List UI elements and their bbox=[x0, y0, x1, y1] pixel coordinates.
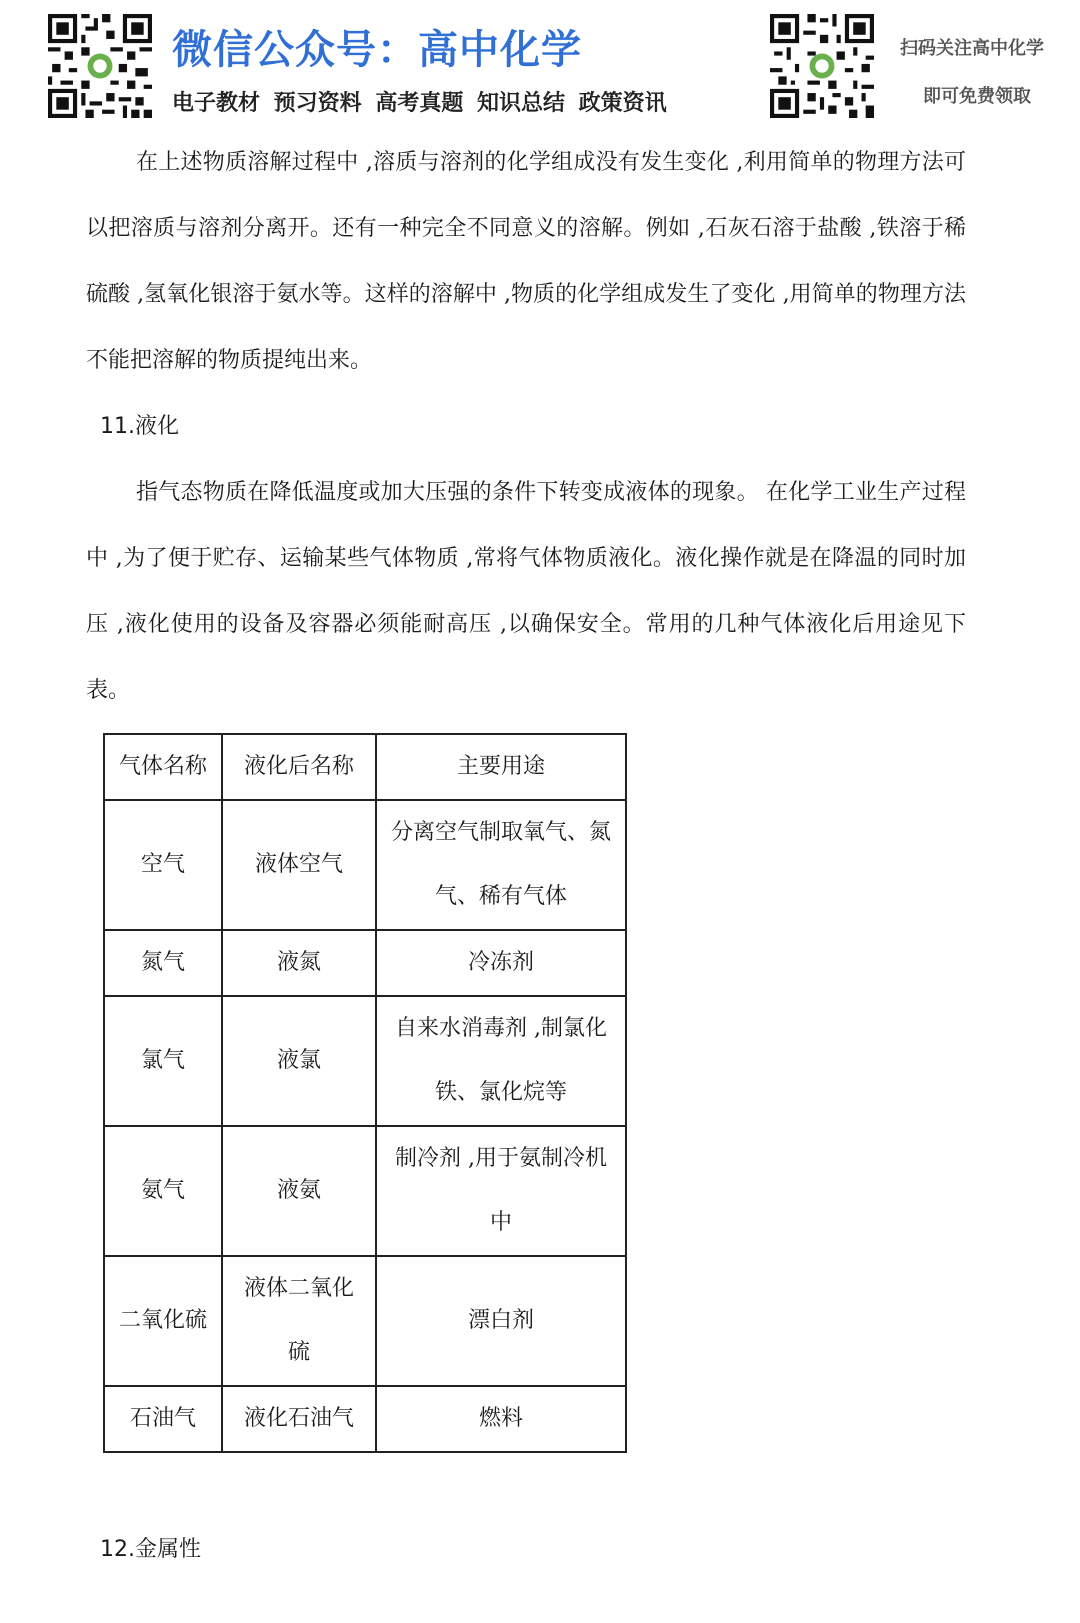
table-cell: 冷冻剂 bbox=[376, 930, 626, 996]
table-cell: 分离空气制取氧气、氮气、稀有气体 bbox=[376, 800, 626, 930]
table-header-row bbox=[104, 734, 626, 800]
table-cell: 漂白剂 bbox=[376, 1256, 626, 1386]
paragraph-liquefaction: 指气态物质在降低温度或加大压强的条件下转变成液体的现象。 在化学工业生产过程中 ,为了便于贮存、运输某些气体物质 ,常将气体物质液化。液化操作就是在降温的同时加压 ,液化使用的设备及容器必须能耐高压 ,以确保安全。常用的几种气体液化后用途见下表。 bbox=[86, 480, 966, 703]
qr-code-icon bbox=[48, 14, 152, 118]
scan-hint: 扫码关注高中化学 bbox=[900, 38, 1044, 59]
header-subtitle: 电子教材 预习资料 高考真题 知识总结 政策资讯 bbox=[172, 91, 667, 116]
document-body bbox=[86, 130, 966, 724]
table-cell: 液氨 bbox=[222, 1126, 376, 1256]
table-cell: 氨气 bbox=[104, 1126, 222, 1256]
section-heading-12: 12.金属性 bbox=[100, 1537, 201, 1562]
table-cell: 液体二氧化硫 bbox=[222, 1256, 376, 1386]
qr-code-icon bbox=[770, 14, 874, 118]
table-row bbox=[104, 996, 626, 1126]
table-cell: 液化石油气 bbox=[222, 1386, 376, 1452]
page-header bbox=[0, 0, 1080, 130]
table-cell: 制冷剂 ,用于氨制冷机中 bbox=[376, 1126, 626, 1256]
paragraph-dissolution: 在上述物质溶解过程中 ,溶质与溶剂的化学组成没有发生变化 ,利用简单的物理方法可以把溶质与溶剂分离开。还有一种完全不同意义的溶解。例如 ,石灰石溶于盐酸 ,铁溶于稀硫酸 ,氢氧化银溶于氨水等。这样的溶解中 ,物质的化学组成发生了变化 ,用简单的物理方法不能把溶解的物质提纯出来。 bbox=[86, 150, 966, 373]
table-row bbox=[104, 1256, 626, 1386]
table-cell: 氮气 bbox=[104, 930, 222, 996]
table-cell: 液体空气 bbox=[222, 800, 376, 930]
table-row bbox=[104, 800, 626, 930]
table-cell: 液氯 bbox=[222, 996, 376, 1126]
table-cell: 氯气 bbox=[104, 996, 222, 1126]
table-row bbox=[104, 1386, 626, 1452]
table-header-cell: 主要用途 bbox=[376, 734, 626, 800]
free-hint: 即可免费领取 bbox=[923, 86, 1031, 107]
table-cell: 空气 bbox=[104, 800, 222, 930]
table-cell: 石油气 bbox=[104, 1386, 222, 1452]
table-cell: 燃料 bbox=[376, 1386, 626, 1452]
section-heading-11: 11.液化 bbox=[100, 414, 179, 439]
header-title: 微信公众号：高中化学 bbox=[172, 27, 582, 73]
table-cell: 二氧化硫 bbox=[104, 1256, 222, 1386]
table-header-cell: 液化后名称 bbox=[222, 734, 376, 800]
gas-liquefaction-table bbox=[103, 733, 627, 1453]
table-cell: 自来水消毒剂 ,制氯化铁、氯化烷等 bbox=[376, 996, 626, 1126]
table-row bbox=[104, 930, 626, 996]
table-row bbox=[104, 1126, 626, 1256]
table-header-cell: 气体名称 bbox=[104, 734, 222, 800]
table-cell: 液氮 bbox=[222, 930, 376, 996]
